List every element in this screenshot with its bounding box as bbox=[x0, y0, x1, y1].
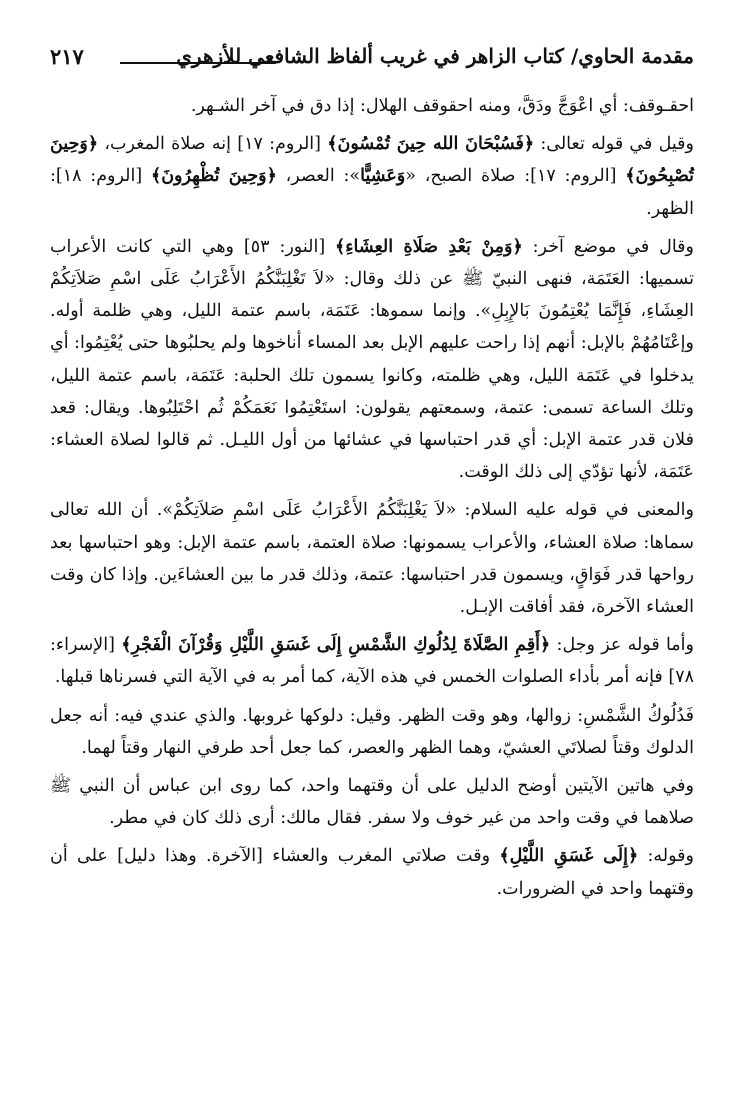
paragraph: وقال في موضع آخر: ﴿وَمِنْ بَعْدِ صَلَاةِ العِشَاءِ﴾ [النور: ٥٣] وهي التي كانت الأعراب تسميها: العَتَمَة، فنهى النبيّ ﷺ عن ذلك وقال: «لاَ تَغْلِبَنَّكُمُ الأَعْرَابُ عَلَى اسْمِ صَلاَتِكُمْ العِشَاءِ، فَإِنَّمَا يُعْتِمُونَ بَالإِبِلِ». وإنما سموها: عَتَمَة، باسم عتمة الليل، وهي ظلمة أوله. وإعْتَامُهُمْ بالإبل: أنهم إذا راحت عليهم الإبل بعد المساء أناخوها ولم يحلبُوها حتى يُعْتِمُوا: أي يدخلوا في عَتَمَة الليل، وهي ظلمته، وكانوا يسمون تلك الحلبة: عَتَمَة، باسم عتمة الليل، وتلك الساعة تسمى: عتمة، وسمعتهم يقولون: استَعْتِمُوا نَعَمَكُمْ ثُم احْتَلِبُوها. ويقال: قعد فلان قدر عتمة الإبل: أي قدر احتباسها في عشائها من أول الليـل. ثم قالوا لصلاة العشاء: عَتَمَة، لأنها تؤدّي إلى ذلك الوقت. bbox=[50, 236, 694, 483]
quran-quote: ﴿فَسُبْحَانَ الله حِينَ تُمْسُونَ﴾ bbox=[327, 134, 535, 155]
header-rule bbox=[120, 62, 276, 64]
quran-quote: ﴿إِلَى غَسَقِ اللَّيْلِ﴾ bbox=[499, 846, 639, 867]
quran-quote: ﴿وَمِنْ بَعْدِ صَلَاةِ العِشَاءِ﴾ bbox=[335, 236, 523, 257]
body-text bbox=[50, 90, 694, 911]
quran-quote: وَعَشِيًّا bbox=[360, 166, 406, 187]
quran-quote: ﴿وَحِينَ تُظْهِرُونَ﴾ bbox=[150, 166, 277, 187]
paragraph: وفي هاتين الآيتين أوضح الدليل على أن وقتهما واحد، كما روى ابن عباس أن النبي ﷺ صلاهما في وقت واحد من غير خوف ولا سفر. فقال مالك: أرى ذلك كان في مطر. bbox=[50, 776, 694, 829]
paragraph: احقـوقف: أي اعْوَجَّ ودَقَّ، ومنه احقوقف الهلال: إذا دق في آخر الشـهر. bbox=[190, 96, 694, 116]
paragraph: وقوله: ﴿إِلَى غَسَقِ اللَّيْلِ﴾ وقت صلاتي المغرب والعشاء [الآخرة. وهذا دليل] على أن وقتهما واحد في الضرورات. bbox=[50, 846, 695, 899]
page-number: ٢١٧ bbox=[50, 44, 84, 69]
page-header bbox=[50, 42, 694, 80]
paragraph: فَدُلُوكُ الشَّمْسِ: زوالها، وهو وقت الظهر. وقيل: دلوكها غروبها. والذي عندي فيه: أنه جعل الدلوك وقتاً لصلاتَي العشيّ، وهما الظهر والعصر، كما جعل أحد طرفي النهار وقتاً لهما. bbox=[50, 705, 694, 758]
quran-quote: ﴿أَقِمِ الصَّلَاةَ لِدُلُوكِ الشَّمْسِ إِلَى غَسَقِ اللَّيْلِ وَقُرْآنَ الْفَجْرِ﴾ bbox=[121, 635, 551, 656]
paragraph: والمعنى في قوله عليه السلام: «لاَ يَغْلِبَنَّكُمُ الأَعْرَابُ عَلَى اسْمِ صَلاَتِكُمْ». أن الله تعالى سماها: صلاة العشاء، والأعراب يسمونها: صلاة العتمة، باسم عتمة الإبل: وهو احتباسها بعد رواحها قدر فَوَاقٍ، ويسمون قدر احتباسها: عتمة، وذلك قدر ما بين العشاءَين. وإذا كان وقت العشاء الآخرة، فقد أفاقت الإبـل. bbox=[50, 500, 694, 618]
quran-quote: ﴿وَحِينَ تُصْبِحُونَ﴾ bbox=[50, 134, 694, 187]
paragraph: وأما قوله عز وجل: ﴿أَقِمِ الصَّلَاةَ لِدُلُوكِ الشَّمْسِ إِلَى غَسَقِ اللَّيْلِ وَقُرْآنَ الْفَجْرِ﴾ [الإسراء: ٧٨] فإنه أمر بأداء الصلوات الخمس في هذه الآية، كما أمر به في الآية التي فسرناها قبلها. bbox=[50, 635, 694, 688]
paragraph: وقيل في قوله تعالى: ﴿فَسُبْحَانَ الله حِينَ تُمْسُونَ﴾ [الروم: ١٧] إنه صلاة المغرب، ﴿وَحِينَ تُصْبِحُونَ﴾ [الروم: ١٧]: صلاة الصبح، «وَعَشِيًّا»: العصر، ﴿وَحِينَ تُظْهِرُونَ﴾ [الروم: ١٨]: الظهر. bbox=[50, 134, 694, 219]
running-title: مقدمة الحاوي/ كتاب الزاهر في غريب ألفاظ الشافعي للأزهري bbox=[176, 44, 694, 68]
